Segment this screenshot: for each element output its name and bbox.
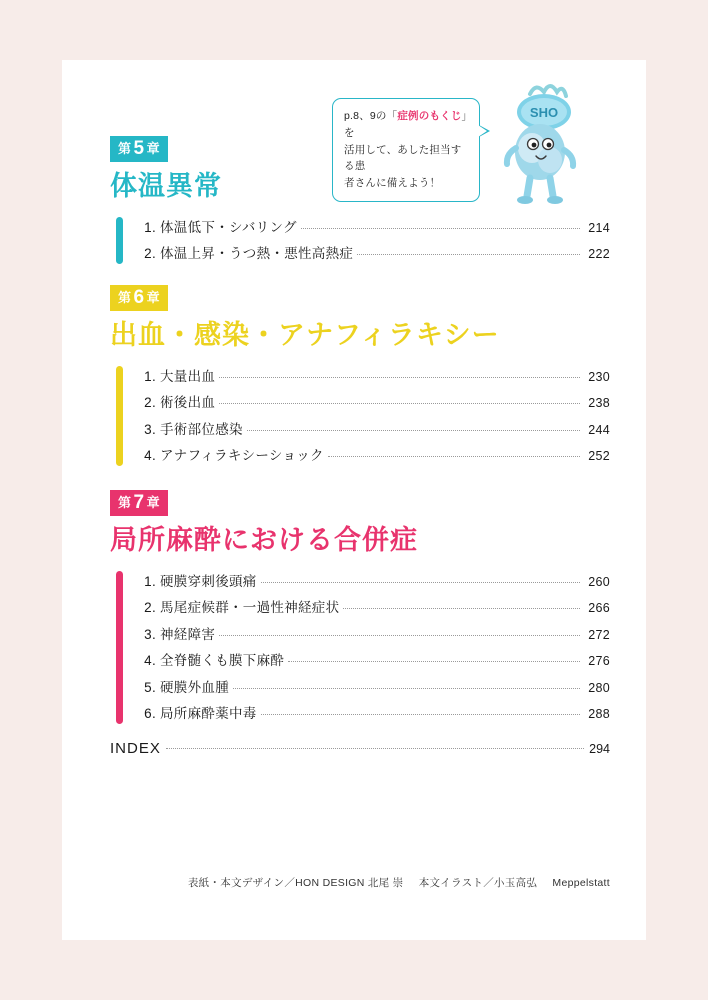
toc-entry[interactable]: [136, 416, 610, 443]
chapter-badge-5: [110, 136, 168, 162]
entry-index: 6.: [144, 706, 156, 722]
chapter-badge-prefix: 第: [118, 495, 132, 510]
leader-dots: [219, 635, 580, 636]
chapter-number: 7: [133, 492, 145, 513]
credit-illustration: 本文イラスト／小玉高弘: [418, 877, 538, 889]
entry-page: 276: [588, 654, 610, 669]
credit-design: 表紙・本文デザイン／HON DESIGN 北尾 崇: [187, 877, 404, 889]
chapter-badge-suffix: 章: [146, 290, 161, 305]
toc-entry[interactable]: [136, 214, 610, 241]
toc-entry[interactable]: [136, 701, 610, 728]
entry-index: 1.: [144, 573, 156, 589]
bubble-text-highlight: 症例のもくじ: [397, 110, 462, 122]
leader-dots: [301, 228, 580, 229]
entry-index: 1.: [144, 368, 156, 384]
entry-index: 2.: [144, 395, 156, 411]
chapter-badge-suffix: 章: [146, 141, 161, 156]
chapter-badge-prefix: 第: [118, 290, 132, 305]
chapter-entries-6: [110, 363, 610, 469]
chapter-title-7: 局所麻酔における合併症: [110, 525, 418, 555]
entry-page: 272: [588, 627, 610, 642]
toc-entry[interactable]: [136, 390, 610, 417]
chapter-entries-5: [110, 214, 610, 267]
leader-dots: [233, 688, 580, 689]
entry-label: 大量出血: [160, 368, 216, 384]
entry-index: 4.: [144, 448, 156, 464]
entry-index: 5.: [144, 679, 156, 695]
entry-page: 260: [588, 574, 610, 589]
toc-entry[interactable]: [136, 621, 610, 648]
entry-index: 2.: [144, 246, 156, 262]
chapter-color-bar: [116, 571, 123, 724]
chapter-number: 5: [133, 138, 145, 159]
chapter-badge-suffix: 章: [146, 495, 161, 510]
page-sheet: [62, 60, 646, 940]
leader-dots: [357, 254, 580, 255]
chapter-badge-6: [110, 285, 168, 311]
chapter-entries-7: [110, 568, 610, 727]
leader-dots: [261, 714, 580, 715]
chapter-color-bar: [116, 217, 123, 264]
toc-entry[interactable]: [136, 363, 610, 390]
entry-label: 手術部位感染: [160, 421, 243, 437]
chapter-title-5: 体温異常: [110, 171, 222, 201]
entry-label: 硬膜穿刺後頭痛: [160, 573, 257, 589]
bubble-text-post: 」を: [344, 110, 467, 139]
entry-index: 4.: [144, 653, 156, 669]
entry-label: アナフィラキシーショック: [160, 448, 324, 464]
chapter-color-bar: [116, 366, 123, 466]
leader-dots: [219, 403, 580, 404]
entry-label: 馬尾症候群・一過性神経症状: [160, 600, 340, 616]
index-entry[interactable]: [110, 740, 610, 757]
leader-dots: [288, 661, 580, 662]
entry-page: 266: [588, 601, 610, 616]
leader-dots: [219, 377, 580, 378]
bubble-text-pre: p.8、9の「: [344, 110, 398, 122]
entry-index: 1.: [144, 219, 156, 235]
bubble-text-line2: 活用して、あした担当する患: [344, 143, 462, 173]
leader-dots: [247, 430, 580, 431]
entry-page: 238: [588, 396, 610, 411]
chapter-number: 6: [133, 287, 145, 308]
entry-label: 術後出血: [160, 395, 216, 411]
entry-label: 全脊髄くも膜下麻酔: [160, 653, 285, 669]
chapter-title-6: 出血・感染・アナフィラキシー: [110, 320, 500, 350]
toc-entry[interactable]: [136, 443, 610, 470]
entry-label: 体温低下・シバリング: [160, 219, 297, 235]
toc-entry[interactable]: [136, 241, 610, 268]
chapter-badge-7: [110, 490, 168, 516]
entry-page: 280: [588, 680, 610, 695]
entry-page: 252: [588, 449, 610, 464]
entry-label: 局所麻酔薬中毒: [160, 706, 257, 722]
chapter-section-6: [110, 285, 610, 469]
entry-page: 214: [588, 220, 610, 235]
entry-label: 体温上昇・うつ熱・悪性高熱症: [160, 246, 354, 262]
leader-dots: [166, 748, 584, 749]
credit-publisher: Meppelstatt: [552, 877, 610, 889]
toc-entry[interactable]: [136, 568, 610, 595]
svg-text:SHO: SHO: [529, 105, 559, 120]
credits-line: [62, 875, 610, 890]
index-label: INDEX: [110, 740, 161, 757]
bubble-text-line3: 者さんに備えよう！: [344, 177, 441, 190]
toc-entry[interactable]: [136, 674, 610, 701]
chapter-section-7: [110, 490, 610, 727]
chapter-badge-prefix: 第: [118, 141, 132, 156]
entry-page: 230: [588, 369, 610, 384]
leader-dots: [261, 582, 580, 583]
entry-page: 244: [588, 422, 610, 437]
entry-index: 3.: [144, 626, 156, 642]
toc-entry[interactable]: [136, 595, 610, 622]
leader-dots: [328, 456, 580, 457]
entry-label: 硬膜外血腫: [160, 679, 229, 695]
entry-label: 神経障害: [160, 626, 216, 642]
leader-dots: [343, 608, 580, 609]
entry-index: 3.: [144, 421, 156, 437]
index-page: 294: [589, 742, 610, 756]
chapter-section-5: [110, 136, 610, 267]
entry-page: 222: [588, 247, 610, 262]
entry-index: 2.: [144, 600, 156, 616]
toc-entry[interactable]: [136, 648, 610, 675]
entry-page: 288: [588, 707, 610, 722]
